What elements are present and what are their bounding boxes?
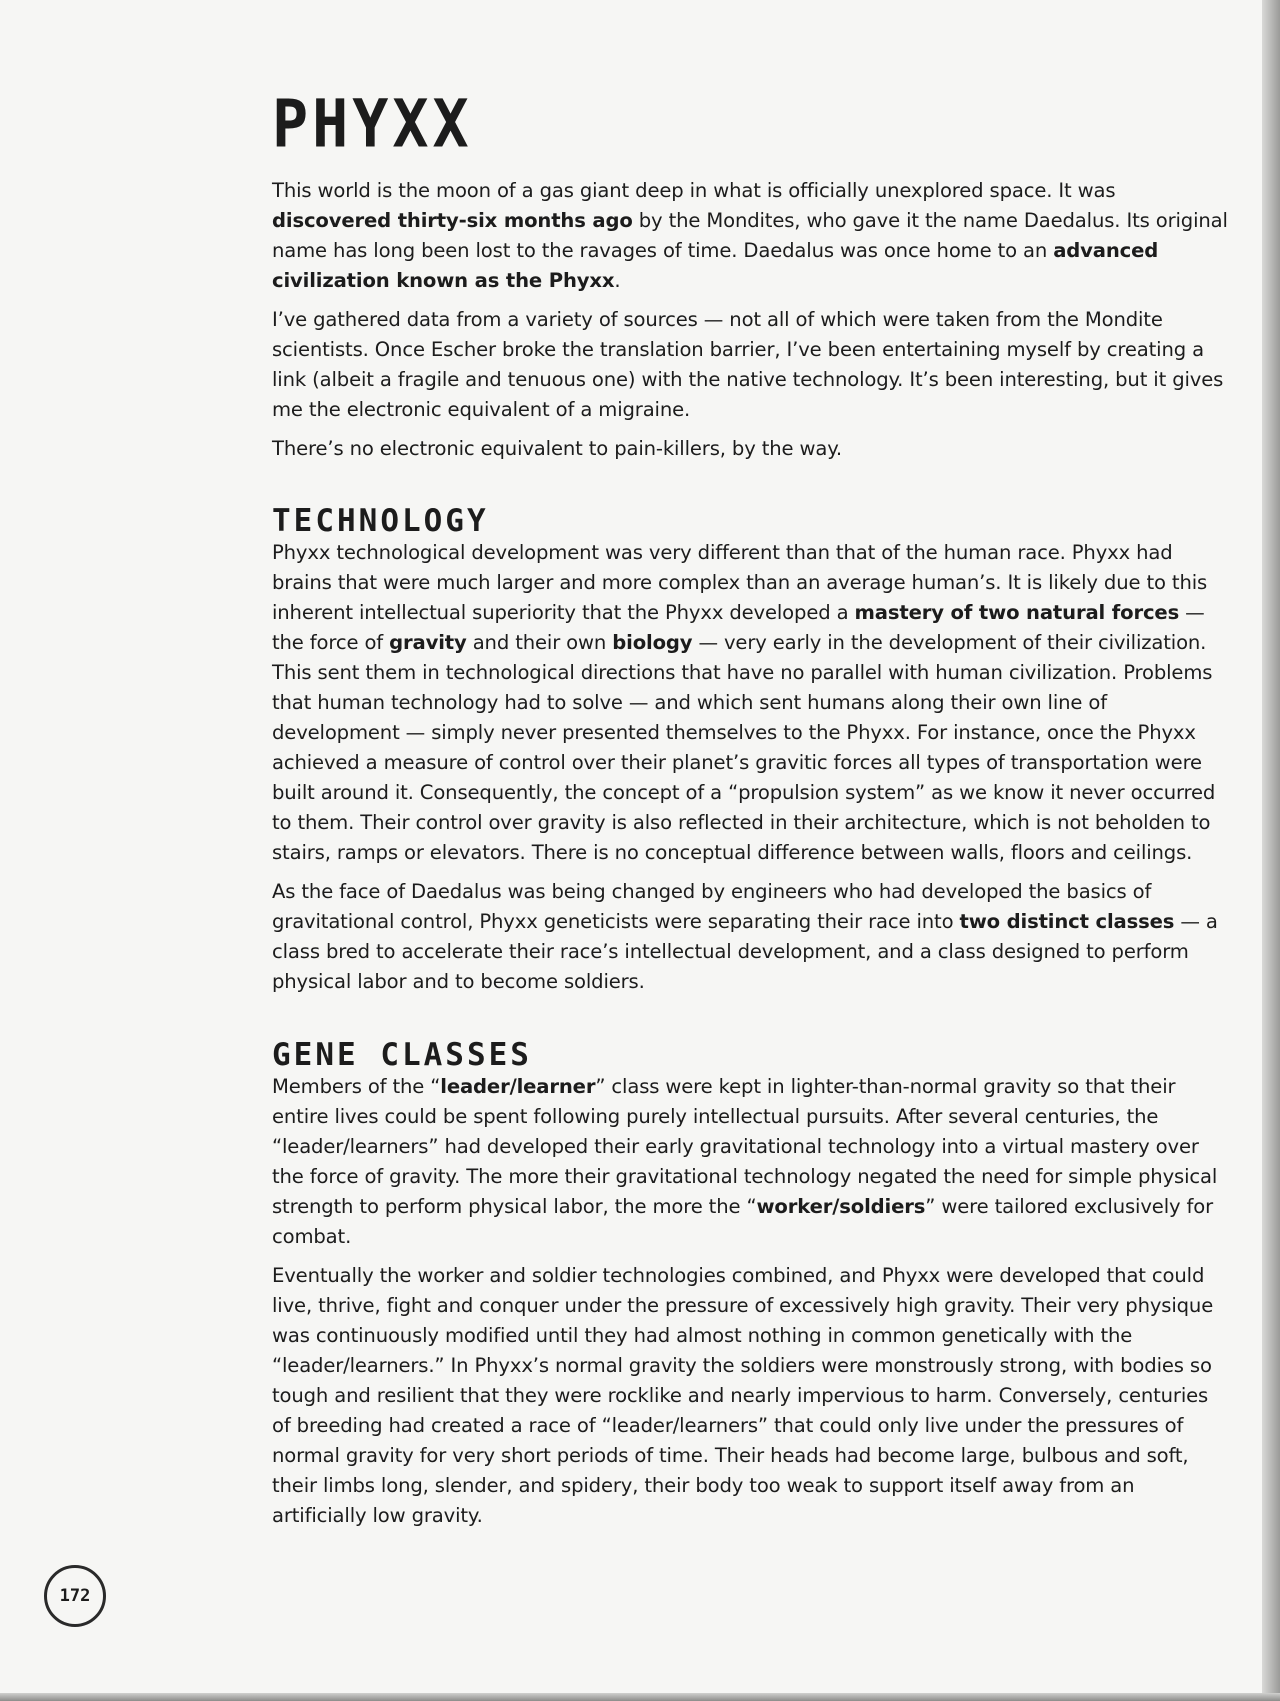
- bold-phrase: advanced civilization known as the Phyxx: [272, 239, 1159, 292]
- gene-classes-paragraph-2: [272, 1261, 1232, 1531]
- text-run: ” were tailored exclusively for combat.: [272, 1195, 1214, 1248]
- intro-section: [272, 176, 1232, 464]
- bold-phrase: leader/learner: [440, 1075, 596, 1098]
- text-run: Eventually the worker and soldier technologies combined, and Phyxx were developed that could live, thrive, fight and conquer under the pressure of excessively high gravity. Their very physique was continuously modified until they had almost nothing in common genetically with the “leader/learners.” In Phyxx’s normal gravity the soldiers were monstrously strong, with bodies so tough and resilient that they were rocklike and nearly impervious to harm. Conversely, centuries of breeding had created a race of “leader/learners” that could only live under the pressures of normal gravity for very short periods of time. Their heads had become large, bulbous and soft, their limbs long, slender, and spidery, their body too weak to support itself away from an artificially low gravity.: [272, 1264, 1214, 1527]
- bold-phrase: worker/soldiers: [756, 1195, 926, 1218]
- intro-paragraph-1: [272, 176, 1232, 296]
- bold-phrase: gravity: [389, 631, 467, 654]
- bold-phrase: mastery of two natural forces: [854, 601, 1180, 624]
- bold-phrase: biology: [612, 631, 693, 654]
- page-number: 172: [44, 1565, 106, 1627]
- bold-phrase: discovered thirty-six months ago: [272, 209, 633, 232]
- gene-classes-section: [272, 1038, 1232, 1531]
- gene-classes-heading: GENE CLASSES: [272, 1037, 532, 1073]
- text-run: This world is the moon of a gas giant deep in what is officially unexplored space. It was: [272, 179, 1116, 202]
- text-run: I’ve gathered data from a variety of sources — not all of which were taken from the Mondite scientists. Once Escher broke the translation barrier, I’ve been entertaining myself by creating a link (albeit a fragile and tenuous one) with the native technology. It’s been interesting, but it gives me the electronic equivalent of a migraine.: [272, 308, 1224, 421]
- technology-heading: TECHNOLOGY: [272, 503, 489, 539]
- gene-classes-paragraph-1: [272, 1072, 1232, 1252]
- technology-section: [272, 504, 1232, 997]
- page-title: PHYXX: [272, 85, 473, 163]
- text-run: by the Mondites, who gave it the name Daedalus. Its original name has long been lost to the ravages of time. Daedalus was once home to an: [272, 209, 1228, 262]
- text-run: — very early in the development of their civilization. This sent them in technological directions that have no parallel with human civilization. Problems that human technology had to solve — and which sent humans along their own line of development — simply never presented themselves to the Phyxx. For instance, once the Phyxx achieved a measure of control over their planet’s gravitic forces all types of transportation were built around it. Consequently, the concept of a “propulsion system” as we know it never occurred to them. Their control over gravity is also reflected in their architecture, which is not beholden to stairs, ramps or elevators. There is no conceptual difference between walls, floors and ceilings.: [272, 631, 1216, 864]
- intro-paragraph-2: [272, 305, 1232, 425]
- bold-phrase: two distinct classes: [959, 910, 1175, 933]
- article: [272, 85, 1232, 1540]
- technology-paragraph-1: [272, 538, 1232, 868]
- text-run: and their own: [466, 631, 613, 654]
- technology-paragraph-2: [272, 877, 1232, 997]
- page-edge-bottom: [0, 1693, 1280, 1701]
- text-run: — the force of: [272, 601, 1205, 654]
- text-run: ” class were kept in lighter-than-normal gravity so that their entire lives could be spent following purely intellectual pursuits. After several centuries, the “leader/learners” had developed their early gravitational technology into a virtual mastery over the force of gravity. The more their gravitational technology negated the need for simple physical strength to perform physical labor, the more the “: [272, 1075, 1218, 1218]
- text-run: Phyxx technological development was very different than that of the human race. Phyxx had brains that were much larger and more complex than an average human’s. It is likely due to this inherent intellectual superiority that the Phyxx developed a: [272, 541, 1208, 624]
- text-run: — a class bred to accelerate their race’s intellectual development, and a class designed to perform physical labor and to become soldiers.: [272, 910, 1218, 993]
- text-run: As the face of Daedalus was being changed by engineers who had developed the basics of gravitational control, Phyxx geneticists were separating their race into: [272, 880, 1152, 933]
- page-edge-right: [1262, 0, 1280, 1701]
- text-run: .: [614, 269, 621, 292]
- intro-paragraph-3: [272, 434, 1232, 464]
- text-run: There’s no electronic equivalent to pain-killers, by the way.: [272, 437, 842, 460]
- text-run: Members of the “: [272, 1075, 441, 1098]
